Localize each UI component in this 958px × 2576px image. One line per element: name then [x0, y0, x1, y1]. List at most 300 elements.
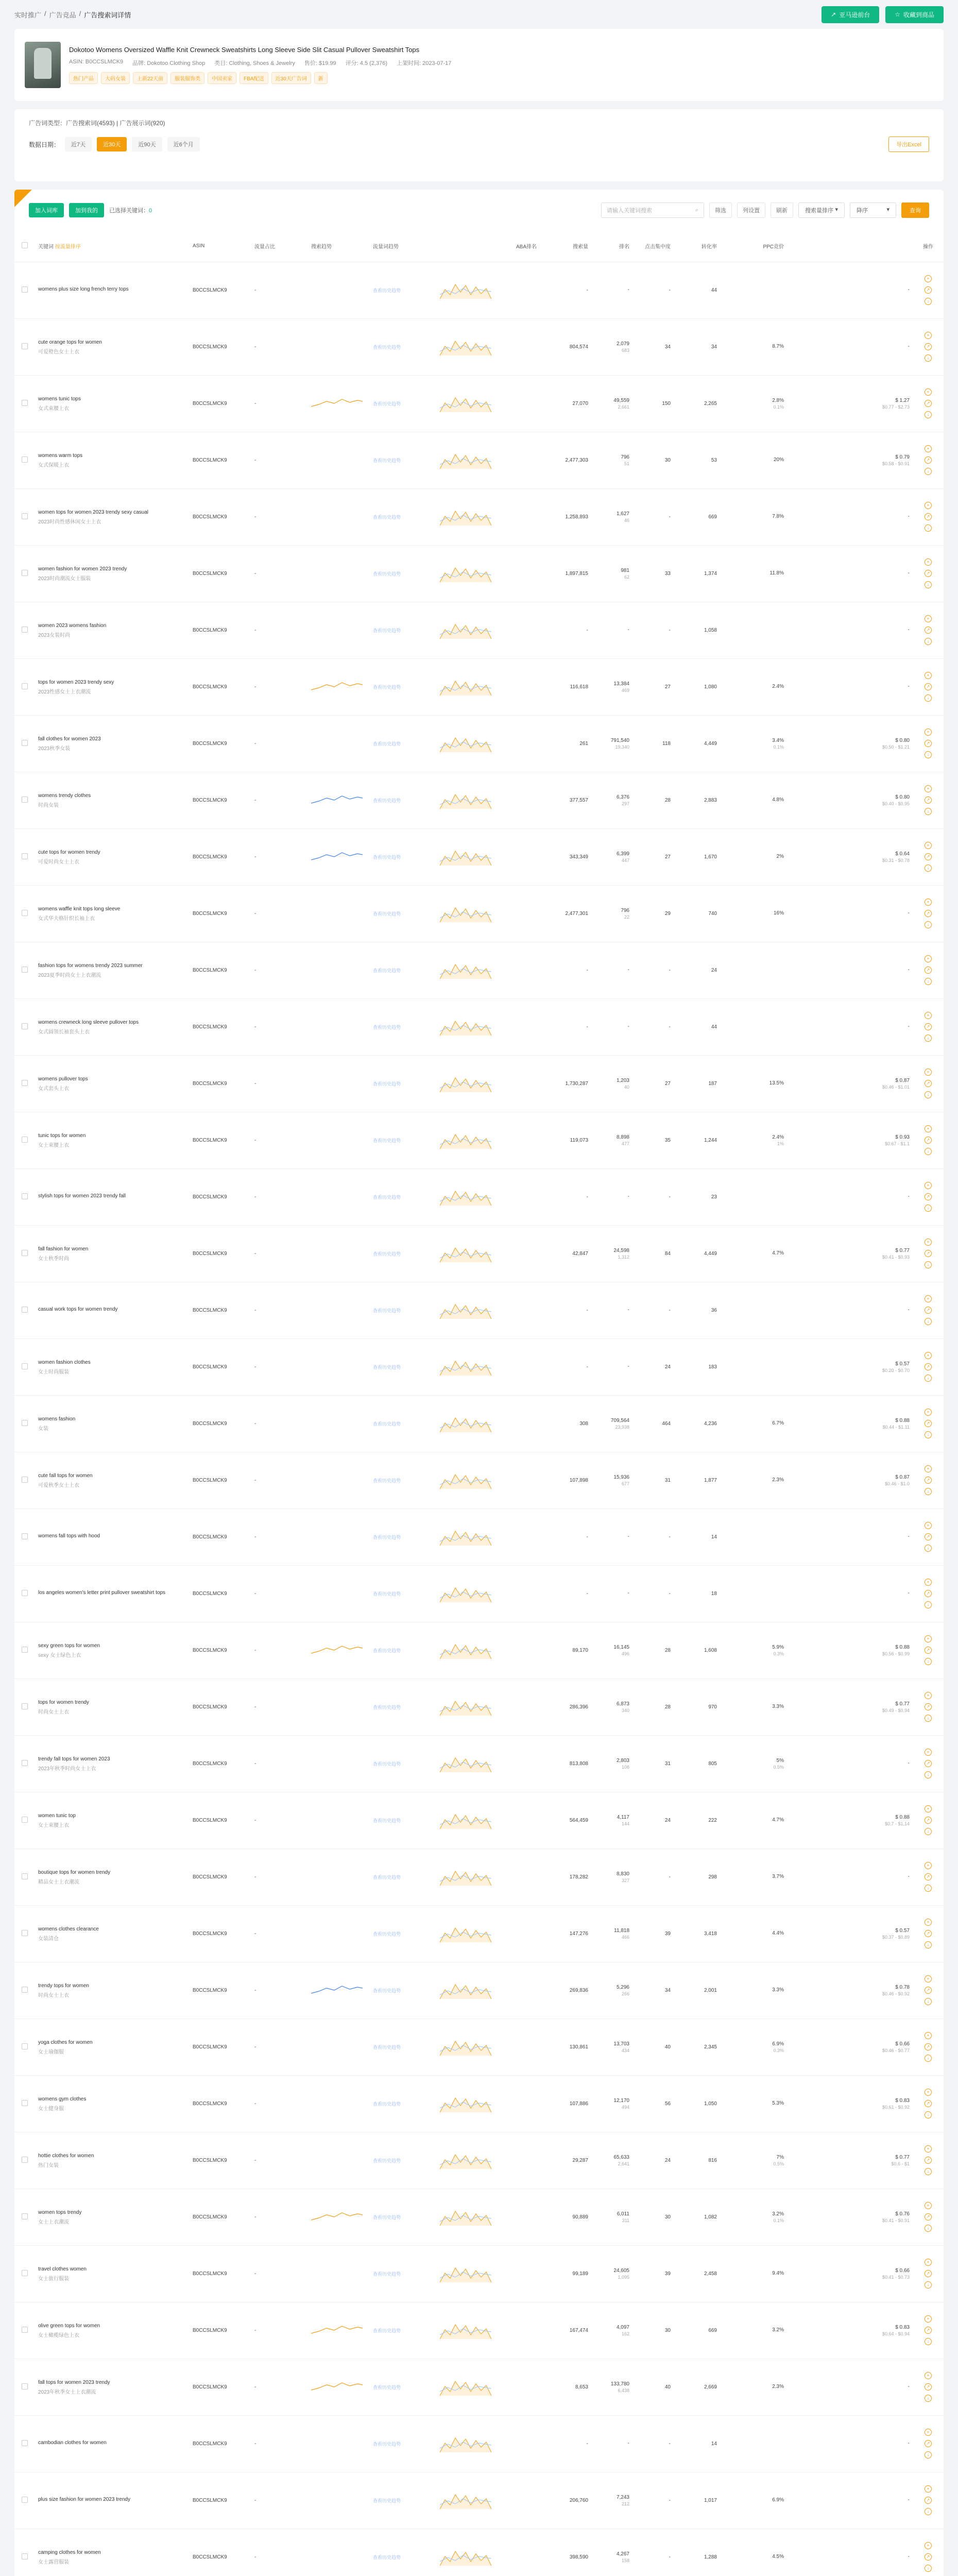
- trend-link[interactable]: 查看历史趋势: [373, 1648, 401, 1653]
- keyword-text[interactable]: plus size fashion for women 2023 trendy: [38, 2497, 130, 2502]
- open-icon[interactable]: ↗: [925, 1250, 932, 1257]
- add-icon[interactable]: +: [925, 785, 932, 792]
- row-checkbox[interactable]: [22, 853, 28, 859]
- add-icon[interactable]: +: [925, 2145, 932, 2153]
- asin-cell[interactable]: B0CCSLMCK9: [193, 1590, 227, 1597]
- add-icon[interactable]: +: [925, 672, 932, 679]
- amazon-front-button[interactable]: ↗ 亚马逊前台: [822, 6, 879, 23]
- row-checkbox[interactable]: [22, 2440, 28, 2446]
- trend-link[interactable]: 查看历史趋势: [373, 1988, 401, 1993]
- open-icon[interactable]: ↗: [925, 1363, 932, 1370]
- favorite-button[interactable]: ☆ 收藏到商品: [885, 6, 944, 23]
- keyword-text[interactable]: trendy fall tops for women 2023: [38, 1756, 110, 1762]
- add-icon[interactable]: +: [925, 1012, 932, 1019]
- row-checkbox[interactable]: [22, 1023, 28, 1029]
- product-title[interactable]: Dokotoo Womens Oversized Waffle Knit Crewneck Sweatshirts Long Sleeve Side Slit Casual Pullover Sweatshirt Tops: [69, 46, 420, 54]
- sort-select[interactable]: 搜索量排序 ▾: [798, 202, 845, 218]
- download-icon[interactable]: ↓: [925, 524, 932, 532]
- add-icon[interactable]: +: [925, 1125, 932, 1132]
- add-icon[interactable]: +: [925, 1579, 932, 1586]
- keyword-text[interactable]: fall fashion for women: [38, 1246, 89, 1252]
- row-checkbox[interactable]: [22, 2327, 28, 2333]
- asin-cell[interactable]: B0CCSLMCK9: [193, 457, 227, 463]
- row-checkbox[interactable]: [22, 1590, 28, 1596]
- add-icon[interactable]: +: [925, 1409, 932, 1416]
- keyword-text[interactable]: womens clothes clearance: [38, 1926, 99, 1932]
- keyword-text[interactable]: hottie clothes for women: [38, 2153, 94, 2159]
- add-icon[interactable]: +: [925, 2089, 932, 2096]
- add-icon[interactable]: +: [925, 1352, 932, 1359]
- row-checkbox[interactable]: [22, 626, 28, 633]
- keyword-text[interactable]: women tops trendy: [38, 2209, 82, 2215]
- download-icon[interactable]: ↓: [925, 2508, 932, 2515]
- download-icon[interactable]: ↓: [925, 1488, 932, 1495]
- open-icon[interactable]: ↗: [925, 2043, 932, 2050]
- row-checkbox[interactable]: [22, 2213, 28, 2219]
- trend-link[interactable]: 查看历史趋势: [373, 2158, 401, 2163]
- open-icon[interactable]: ↗: [925, 1477, 932, 1484]
- keyword-text[interactable]: camping clothes for women: [38, 2549, 101, 2555]
- download-icon[interactable]: ↓: [925, 1715, 932, 1722]
- download-icon[interactable]: ↓: [925, 1035, 932, 1042]
- keyword-text[interactable]: trendy tops for women: [38, 1982, 89, 1989]
- row-checkbox[interactable]: [22, 2270, 28, 2276]
- keyword-text[interactable]: fall tops for women 2023 trendy: [38, 2379, 110, 2385]
- asin-cell[interactable]: B0CCSLMCK9: [193, 344, 227, 350]
- asin-cell[interactable]: B0CCSLMCK9: [193, 1194, 227, 1200]
- download-icon[interactable]: ↓: [925, 2395, 932, 2402]
- open-icon[interactable]: ↗: [925, 2553, 932, 2561]
- asin-cell[interactable]: B0CCSLMCK9: [193, 1760, 227, 1767]
- filter-button[interactable]: 筛选: [709, 202, 732, 218]
- row-checkbox[interactable]: [22, 1817, 28, 1823]
- add-icon[interactable]: +: [925, 2032, 932, 2039]
- download-icon[interactable]: ↓: [925, 354, 932, 362]
- trend-link[interactable]: 查看历史趋势: [373, 2328, 401, 2333]
- download-icon[interactable]: ↓: [925, 751, 932, 758]
- asin-cell[interactable]: B0CCSLMCK9: [193, 910, 227, 917]
- download-icon[interactable]: ↓: [925, 2338, 932, 2345]
- search-input[interactable]: 请输入关键词搜索 ⌕: [601, 202, 704, 218]
- keyword-text[interactable]: boutique tops for women trendy: [38, 1869, 111, 1875]
- open-icon[interactable]: ↗: [925, 1817, 932, 1824]
- add-icon[interactable]: +: [925, 2202, 932, 2209]
- download-icon[interactable]: ↓: [925, 1885, 932, 1892]
- add-icon[interactable]: +: [925, 1919, 932, 1926]
- trend-link[interactable]: 查看历史趋势: [373, 2101, 401, 2107]
- download-icon[interactable]: ↓: [925, 1658, 932, 1665]
- trend-link[interactable]: 查看历史趋势: [373, 911, 401, 917]
- keyword-text[interactable]: womens plus size long french terry tops: [38, 286, 129, 292]
- keyword-text[interactable]: womens pullover tops: [38, 1076, 88, 1082]
- trend-link[interactable]: 查看历史趋势: [373, 1421, 401, 1427]
- trend-link[interactable]: 查看历史趋势: [373, 1308, 401, 1313]
- trend-link[interactable]: 查看历史趋势: [373, 1591, 401, 1597]
- trend-link[interactable]: 查看历史趋势: [373, 798, 401, 803]
- row-checkbox[interactable]: [22, 2157, 28, 2163]
- add-icon[interactable]: +: [925, 1239, 932, 1246]
- keyword-text[interactable]: los angeles women's letter print pullover sweatshirt tops: [38, 1590, 166, 1596]
- asin-cell[interactable]: B0CCSLMCK9: [193, 2100, 227, 2107]
- keyword-text[interactable]: women 2023 womens fashion: [38, 622, 107, 629]
- open-icon[interactable]: ↗: [925, 1420, 932, 1427]
- open-icon[interactable]: ↗: [925, 2100, 932, 2107]
- open-icon[interactable]: ↗: [925, 1533, 932, 1540]
- date-segment-active[interactable]: 近30天: [97, 137, 127, 151]
- row-checkbox[interactable]: [22, 683, 28, 689]
- download-icon[interactable]: ↓: [925, 865, 932, 872]
- open-icon[interactable]: ↗: [925, 910, 932, 917]
- row-checkbox[interactable]: [22, 570, 28, 576]
- row-checkbox[interactable]: [22, 2043, 28, 2049]
- download-icon[interactable]: ↓: [925, 1318, 932, 1325]
- add-icon[interactable]: +: [925, 2429, 932, 2436]
- open-icon[interactable]: ↗: [925, 2497, 932, 2504]
- asin-cell[interactable]: B0CCSLMCK9: [193, 1987, 227, 1993]
- open-icon[interactable]: ↗: [925, 740, 932, 747]
- add-icon[interactable]: +: [925, 2542, 932, 2549]
- trend-link[interactable]: 查看历史趋势: [373, 457, 401, 463]
- keyword-text[interactable]: cute orange tops for women: [38, 339, 102, 345]
- date-segment[interactable]: 近90天: [132, 137, 162, 151]
- open-icon[interactable]: ↗: [925, 456, 932, 464]
- asin-cell[interactable]: B0CCSLMCK9: [193, 854, 227, 860]
- add-icon[interactable]: +: [925, 445, 932, 452]
- keyword-text[interactable]: women fashion clothes: [38, 1359, 91, 1365]
- trend-link[interactable]: 查看历史趋势: [373, 1931, 401, 1937]
- col-asin[interactable]: ASIN: [190, 231, 251, 262]
- keyword-text[interactable]: womens warm tops: [38, 452, 83, 459]
- asin-cell[interactable]: B0CCSLMCK9: [193, 2384, 227, 2390]
- asin-cell[interactable]: B0CCSLMCK9: [193, 627, 227, 633]
- trend-link[interactable]: 查看历史趋势: [373, 1534, 401, 1540]
- keyword-text[interactable]: sexy green tops for women: [38, 1642, 100, 1649]
- download-icon[interactable]: ↓: [925, 2225, 932, 2232]
- asin-cell[interactable]: B0CCSLMCK9: [193, 1874, 227, 1880]
- add-icon[interactable]: +: [925, 1522, 932, 1529]
- download-icon[interactable]: ↓: [925, 1205, 932, 1212]
- row-checkbox[interactable]: [22, 456, 28, 463]
- trend-link[interactable]: 查看历史趋势: [373, 2214, 401, 2220]
- col-share[interactable]: 流量占比: [251, 231, 308, 262]
- download-icon[interactable]: ↓: [925, 1545, 932, 1552]
- download-icon[interactable]: ↓: [925, 1375, 932, 1382]
- row-checkbox[interactable]: [22, 1080, 28, 1086]
- open-icon[interactable]: ↗: [925, 796, 932, 804]
- download-icon[interactable]: ↓: [925, 2281, 932, 2289]
- asin-cell[interactable]: B0CCSLMCK9: [193, 2497, 227, 2503]
- add-icon[interactable]: +: [925, 615, 932, 622]
- row-checkbox[interactable]: [22, 343, 28, 349]
- open-icon[interactable]: ↗: [925, 570, 932, 577]
- asin-cell[interactable]: B0CCSLMCK9: [193, 287, 227, 293]
- trend-link[interactable]: 查看历史趋势: [373, 2554, 401, 2560]
- open-icon[interactable]: ↗: [925, 967, 932, 974]
- download-icon[interactable]: ↓: [925, 1261, 932, 1268]
- keyword-text[interactable]: women tops for women 2023 trendy sexy casual: [38, 509, 148, 515]
- row-checkbox[interactable]: [22, 1533, 28, 1539]
- row-checkbox[interactable]: [22, 513, 28, 519]
- asin-cell[interactable]: B0CCSLMCK9: [193, 1704, 227, 1710]
- asin-cell[interactable]: B0CCSLMCK9: [193, 1477, 227, 1483]
- row-checkbox[interactable]: [22, 2553, 28, 2560]
- download-icon[interactable]: ↓: [925, 921, 932, 928]
- open-icon[interactable]: ↗: [925, 513, 932, 520]
- query-button[interactable]: 查询: [901, 202, 929, 218]
- keyword-text[interactable]: tops for women trendy: [38, 1699, 89, 1705]
- asin-cell[interactable]: B0CCSLMCK9: [193, 1024, 227, 1030]
- add-icon[interactable]: +: [925, 2372, 932, 2379]
- keyword-text[interactable]: cute fall tops for women: [38, 1472, 93, 1479]
- row-checkbox[interactable]: [22, 1760, 28, 1766]
- add-to-mine-button[interactable]: 加到我的: [69, 203, 104, 217]
- add-icon[interactable]: +: [925, 1295, 932, 1302]
- asin-cell[interactable]: B0CCSLMCK9: [193, 967, 227, 973]
- open-icon[interactable]: ↗: [925, 1137, 932, 1144]
- row-checkbox[interactable]: [22, 1873, 28, 1879]
- col-traffic-trend[interactable]: 流量词趋势: [370, 231, 437, 262]
- trend-link[interactable]: 查看历史趋势: [373, 2441, 401, 2447]
- row-checkbox[interactable]: [22, 1307, 28, 1313]
- row-checkbox[interactable]: [22, 1137, 28, 1143]
- trend-link[interactable]: 查看历史趋势: [373, 514, 401, 520]
- keyword-text[interactable]: womens fall tops with hood: [38, 1533, 100, 1539]
- keyword-text[interactable]: cambodian clothes for women: [38, 2440, 107, 2446]
- trend-link[interactable]: 查看历史趋势: [373, 2044, 401, 2050]
- add-icon[interactable]: +: [925, 2259, 932, 2266]
- add-icon[interactable]: +: [925, 899, 932, 906]
- download-icon[interactable]: ↓: [925, 978, 932, 985]
- row-checkbox[interactable]: [22, 1703, 28, 1709]
- row-checkbox[interactable]: [22, 1193, 28, 1199]
- row-checkbox[interactable]: [22, 967, 28, 973]
- open-icon[interactable]: ↗: [925, 1023, 932, 1030]
- asin-cell[interactable]: B0CCSLMCK9: [193, 1250, 227, 1257]
- trend-link[interactable]: 查看历史趋势: [373, 1081, 401, 1087]
- add-icon[interactable]: +: [925, 955, 932, 962]
- keyword-text[interactable]: tunic tops for women: [38, 1132, 86, 1139]
- refresh-button[interactable]: 刷新: [771, 202, 793, 218]
- asin-cell[interactable]: B0CCSLMCK9: [193, 2327, 227, 2333]
- row-checkbox[interactable]: [22, 1250, 28, 1256]
- download-icon[interactable]: ↓: [925, 2168, 932, 2175]
- col-aba[interactable]: ABA排名: [437, 231, 540, 262]
- open-icon[interactable]: ↗: [925, 1307, 932, 1314]
- row-checkbox[interactable]: [22, 2497, 28, 2503]
- keyword-text[interactable]: womens crewneck long sleeve pullover tops: [38, 1019, 139, 1025]
- open-icon[interactable]: ↗: [925, 683, 932, 690]
- download-icon[interactable]: ↓: [925, 2451, 932, 2459]
- add-icon[interactable]: +: [925, 1182, 932, 1189]
- download-icon[interactable]: ↓: [925, 1091, 932, 1098]
- download-icon[interactable]: ↓: [925, 1828, 932, 1835]
- row-checkbox[interactable]: [22, 286, 28, 293]
- download-icon[interactable]: ↓: [925, 1941, 932, 1948]
- download-icon[interactable]: ↓: [925, 298, 932, 305]
- download-icon[interactable]: ↓: [925, 2565, 932, 2572]
- trend-link[interactable]: 查看历史趋势: [373, 854, 401, 860]
- col-concentration[interactable]: 点击集中度: [632, 231, 674, 262]
- date-segment[interactable]: 近6个月: [167, 137, 200, 151]
- add-icon[interactable]: +: [925, 1069, 932, 1076]
- open-icon[interactable]: ↗: [925, 1703, 932, 1710]
- add-to-library-button[interactable]: 加入词库: [29, 203, 64, 217]
- row-checkbox[interactable]: [22, 400, 28, 406]
- keyword-text[interactable]: womens tunic tops: [38, 396, 81, 402]
- columns-button[interactable]: 列设置: [737, 202, 765, 218]
- row-checkbox[interactable]: [22, 1363, 28, 1369]
- trend-link[interactable]: 查看历史趋势: [373, 2498, 401, 2503]
- asin-cell[interactable]: B0CCSLMCK9: [193, 2157, 227, 2163]
- col-volume[interactable]: 搜索量: [540, 231, 591, 262]
- download-icon[interactable]: ↓: [925, 808, 932, 815]
- row-checkbox[interactable]: [22, 1930, 28, 1936]
- keyword-text[interactable]: fall clothes for women 2023: [38, 736, 101, 742]
- asin-cell[interactable]: B0CCSLMCK9: [193, 2214, 227, 2220]
- trend-link[interactable]: 查看历史趋势: [373, 401, 401, 406]
- add-icon[interactable]: +: [925, 1862, 932, 1869]
- product-image[interactable]: [25, 42, 61, 88]
- row-checkbox[interactable]: [22, 1647, 28, 1653]
- open-icon[interactable]: ↗: [925, 1080, 932, 1087]
- row-checkbox[interactable]: [22, 1987, 28, 1993]
- download-icon[interactable]: ↓: [925, 1148, 932, 1155]
- open-icon[interactable]: ↗: [925, 1590, 932, 1597]
- download-icon[interactable]: ↓: [925, 1771, 932, 1778]
- trend-link[interactable]: 查看历史趋势: [373, 1761, 401, 1767]
- keyword-text[interactable]: womens gym clothes: [38, 2096, 87, 2102]
- asin-cell[interactable]: B0CCSLMCK9: [193, 2554, 227, 2560]
- open-icon[interactable]: ↗: [925, 626, 932, 634]
- trend-link[interactable]: 查看历史趋势: [373, 287, 401, 293]
- asin-cell[interactable]: B0CCSLMCK9: [193, 1817, 227, 1823]
- add-icon[interactable]: +: [925, 2485, 932, 2493]
- asin-cell[interactable]: B0CCSLMCK9: [193, 1364, 227, 1370]
- date-segment[interactable]: 近7天: [65, 137, 92, 151]
- row-checkbox[interactable]: [22, 1420, 28, 1426]
- asin-cell[interactable]: B0CCSLMCK9: [193, 570, 227, 577]
- keyword-text[interactable]: yoga clothes for women: [38, 2039, 93, 2045]
- keyword-text[interactable]: womens fashion: [38, 1416, 76, 1422]
- download-icon[interactable]: ↓: [925, 2055, 932, 2062]
- open-icon[interactable]: ↗: [925, 853, 932, 860]
- asin-cell[interactable]: B0CCSLMCK9: [193, 684, 227, 690]
- asin-cell[interactable]: B0CCSLMCK9: [193, 2441, 227, 2447]
- keyword-text[interactable]: women tunic top: [38, 1812, 76, 1819]
- open-icon[interactable]: ↗: [925, 400, 932, 407]
- trend-link[interactable]: 查看历史趋势: [373, 1818, 401, 1823]
- trend-link[interactable]: 查看历史趋势: [373, 1874, 401, 1880]
- trend-link[interactable]: 查看历史趋势: [373, 1024, 401, 1030]
- trend-link[interactable]: 查看历史趋势: [373, 968, 401, 973]
- open-icon[interactable]: ↗: [925, 1930, 932, 1937]
- open-icon[interactable]: ↗: [925, 2213, 932, 2221]
- asin-cell[interactable]: B0CCSLMCK9: [193, 400, 227, 406]
- add-icon[interactable]: +: [925, 332, 932, 339]
- asin-cell[interactable]: B0CCSLMCK9: [193, 1137, 227, 1143]
- trend-link[interactable]: 查看历史趋势: [373, 684, 401, 690]
- download-icon[interactable]: ↓: [925, 1601, 932, 1608]
- asin-cell[interactable]: B0CCSLMCK9: [193, 740, 227, 747]
- col-rank[interactable]: 排名: [591, 231, 632, 262]
- open-icon[interactable]: ↗: [925, 1760, 932, 1767]
- asin-cell[interactable]: B0CCSLMCK9: [193, 1534, 227, 1540]
- row-checkbox[interactable]: [22, 796, 28, 803]
- trend-link[interactable]: 查看历史趋势: [373, 571, 401, 577]
- trend-link[interactable]: 查看历史趋势: [373, 344, 401, 350]
- open-icon[interactable]: ↗: [925, 343, 932, 350]
- trend-link[interactable]: 查看历史趋势: [373, 1478, 401, 1483]
- asin-cell[interactable]: B0CCSLMCK9: [193, 1930, 227, 1937]
- add-icon[interactable]: +: [925, 1749, 932, 1756]
- add-icon[interactable]: +: [925, 275, 932, 282]
- download-icon[interactable]: ↓: [925, 411, 932, 418]
- download-icon[interactable]: ↓: [925, 1431, 932, 1438]
- open-icon[interactable]: ↗: [925, 2440, 932, 2447]
- col-search-trend[interactable]: 搜索趋势: [308, 231, 370, 262]
- col-keyword[interactable]: 关键词 按流量排序: [35, 231, 190, 262]
- add-icon[interactable]: +: [925, 1975, 932, 1982]
- trend-link[interactable]: 查看历史趋势: [373, 1704, 401, 1710]
- row-checkbox[interactable]: [22, 2100, 28, 2106]
- breadcrumb-item[interactable]: 实时推广: [14, 11, 42, 19]
- open-icon[interactable]: ↗: [925, 1647, 932, 1654]
- keyword-text[interactable]: women fashion for women 2023 trendy: [38, 566, 127, 572]
- trend-link[interactable]: 查看历史趋势: [373, 1364, 401, 1370]
- download-icon[interactable]: ↓: [925, 638, 932, 645]
- select-all-checkbox[interactable]: [22, 242, 28, 248]
- row-checkbox[interactable]: [22, 910, 28, 916]
- asin-cell[interactable]: B0CCSLMCK9: [193, 2270, 227, 2277]
- open-icon[interactable]: ↗: [925, 2270, 932, 2277]
- asin-cell[interactable]: B0CCSLMCK9: [193, 1307, 227, 1313]
- download-icon[interactable]: ↓: [925, 694, 932, 702]
- asin-cell[interactable]: B0CCSLMCK9: [193, 2044, 227, 2050]
- open-icon[interactable]: ↗: [925, 1873, 932, 1880]
- order-select[interactable]: 降序 ▾: [850, 202, 896, 218]
- open-icon[interactable]: ↗: [925, 286, 932, 294]
- open-icon[interactable]: ↗: [925, 2157, 932, 2164]
- row-checkbox[interactable]: [22, 2383, 28, 2389]
- row-checkbox[interactable]: [22, 1477, 28, 1483]
- breadcrumb-item[interactable]: 广告竞品: [49, 11, 76, 19]
- trend-link[interactable]: 查看历史趋势: [373, 1194, 401, 1200]
- open-icon[interactable]: ↗: [925, 1193, 932, 1200]
- add-icon[interactable]: +: [925, 558, 932, 566]
- open-icon[interactable]: ↗: [925, 2383, 932, 2391]
- keyword-text[interactable]: womens waffle knit tops long sleeve: [38, 906, 121, 912]
- asin-cell[interactable]: B0CCSLMCK9: [193, 1647, 227, 1653]
- asin-cell[interactable]: B0CCSLMCK9: [193, 1420, 227, 1427]
- keyword-text[interactable]: tops for women 2023 trendy sexy: [38, 679, 114, 685]
- asin-cell[interactable]: B0CCSLMCK9: [193, 797, 227, 803]
- add-icon[interactable]: +: [925, 1635, 932, 1642]
- add-icon[interactable]: +: [925, 502, 932, 509]
- keyword-text[interactable]: fashion tops for womens trendy 2023 summer: [38, 962, 143, 969]
- keyword-text[interactable]: cute tops for women trendy: [38, 849, 100, 855]
- trend-link[interactable]: 查看历史趋势: [373, 741, 401, 747]
- trend-link[interactable]: 查看历史趋势: [373, 628, 401, 633]
- keyword-text[interactable]: casual work tops for women trendy: [38, 1307, 118, 1312]
- keyword-text[interactable]: stylish tops for women 2023 trendy fall: [38, 1193, 126, 1199]
- add-icon[interactable]: +: [925, 728, 932, 736]
- open-icon[interactable]: ↗: [925, 2327, 932, 2334]
- download-icon[interactable]: ↓: [925, 1998, 932, 2005]
- download-icon[interactable]: ↓: [925, 2111, 932, 2119]
- keyword-type-filter[interactable]: 广告词类型：广告搜索词(4593) | 广告展示词(920): [29, 120, 165, 127]
- download-icon[interactable]: ↓: [925, 581, 932, 588]
- keyword-text[interactable]: travel clothes women: [38, 2266, 87, 2272]
